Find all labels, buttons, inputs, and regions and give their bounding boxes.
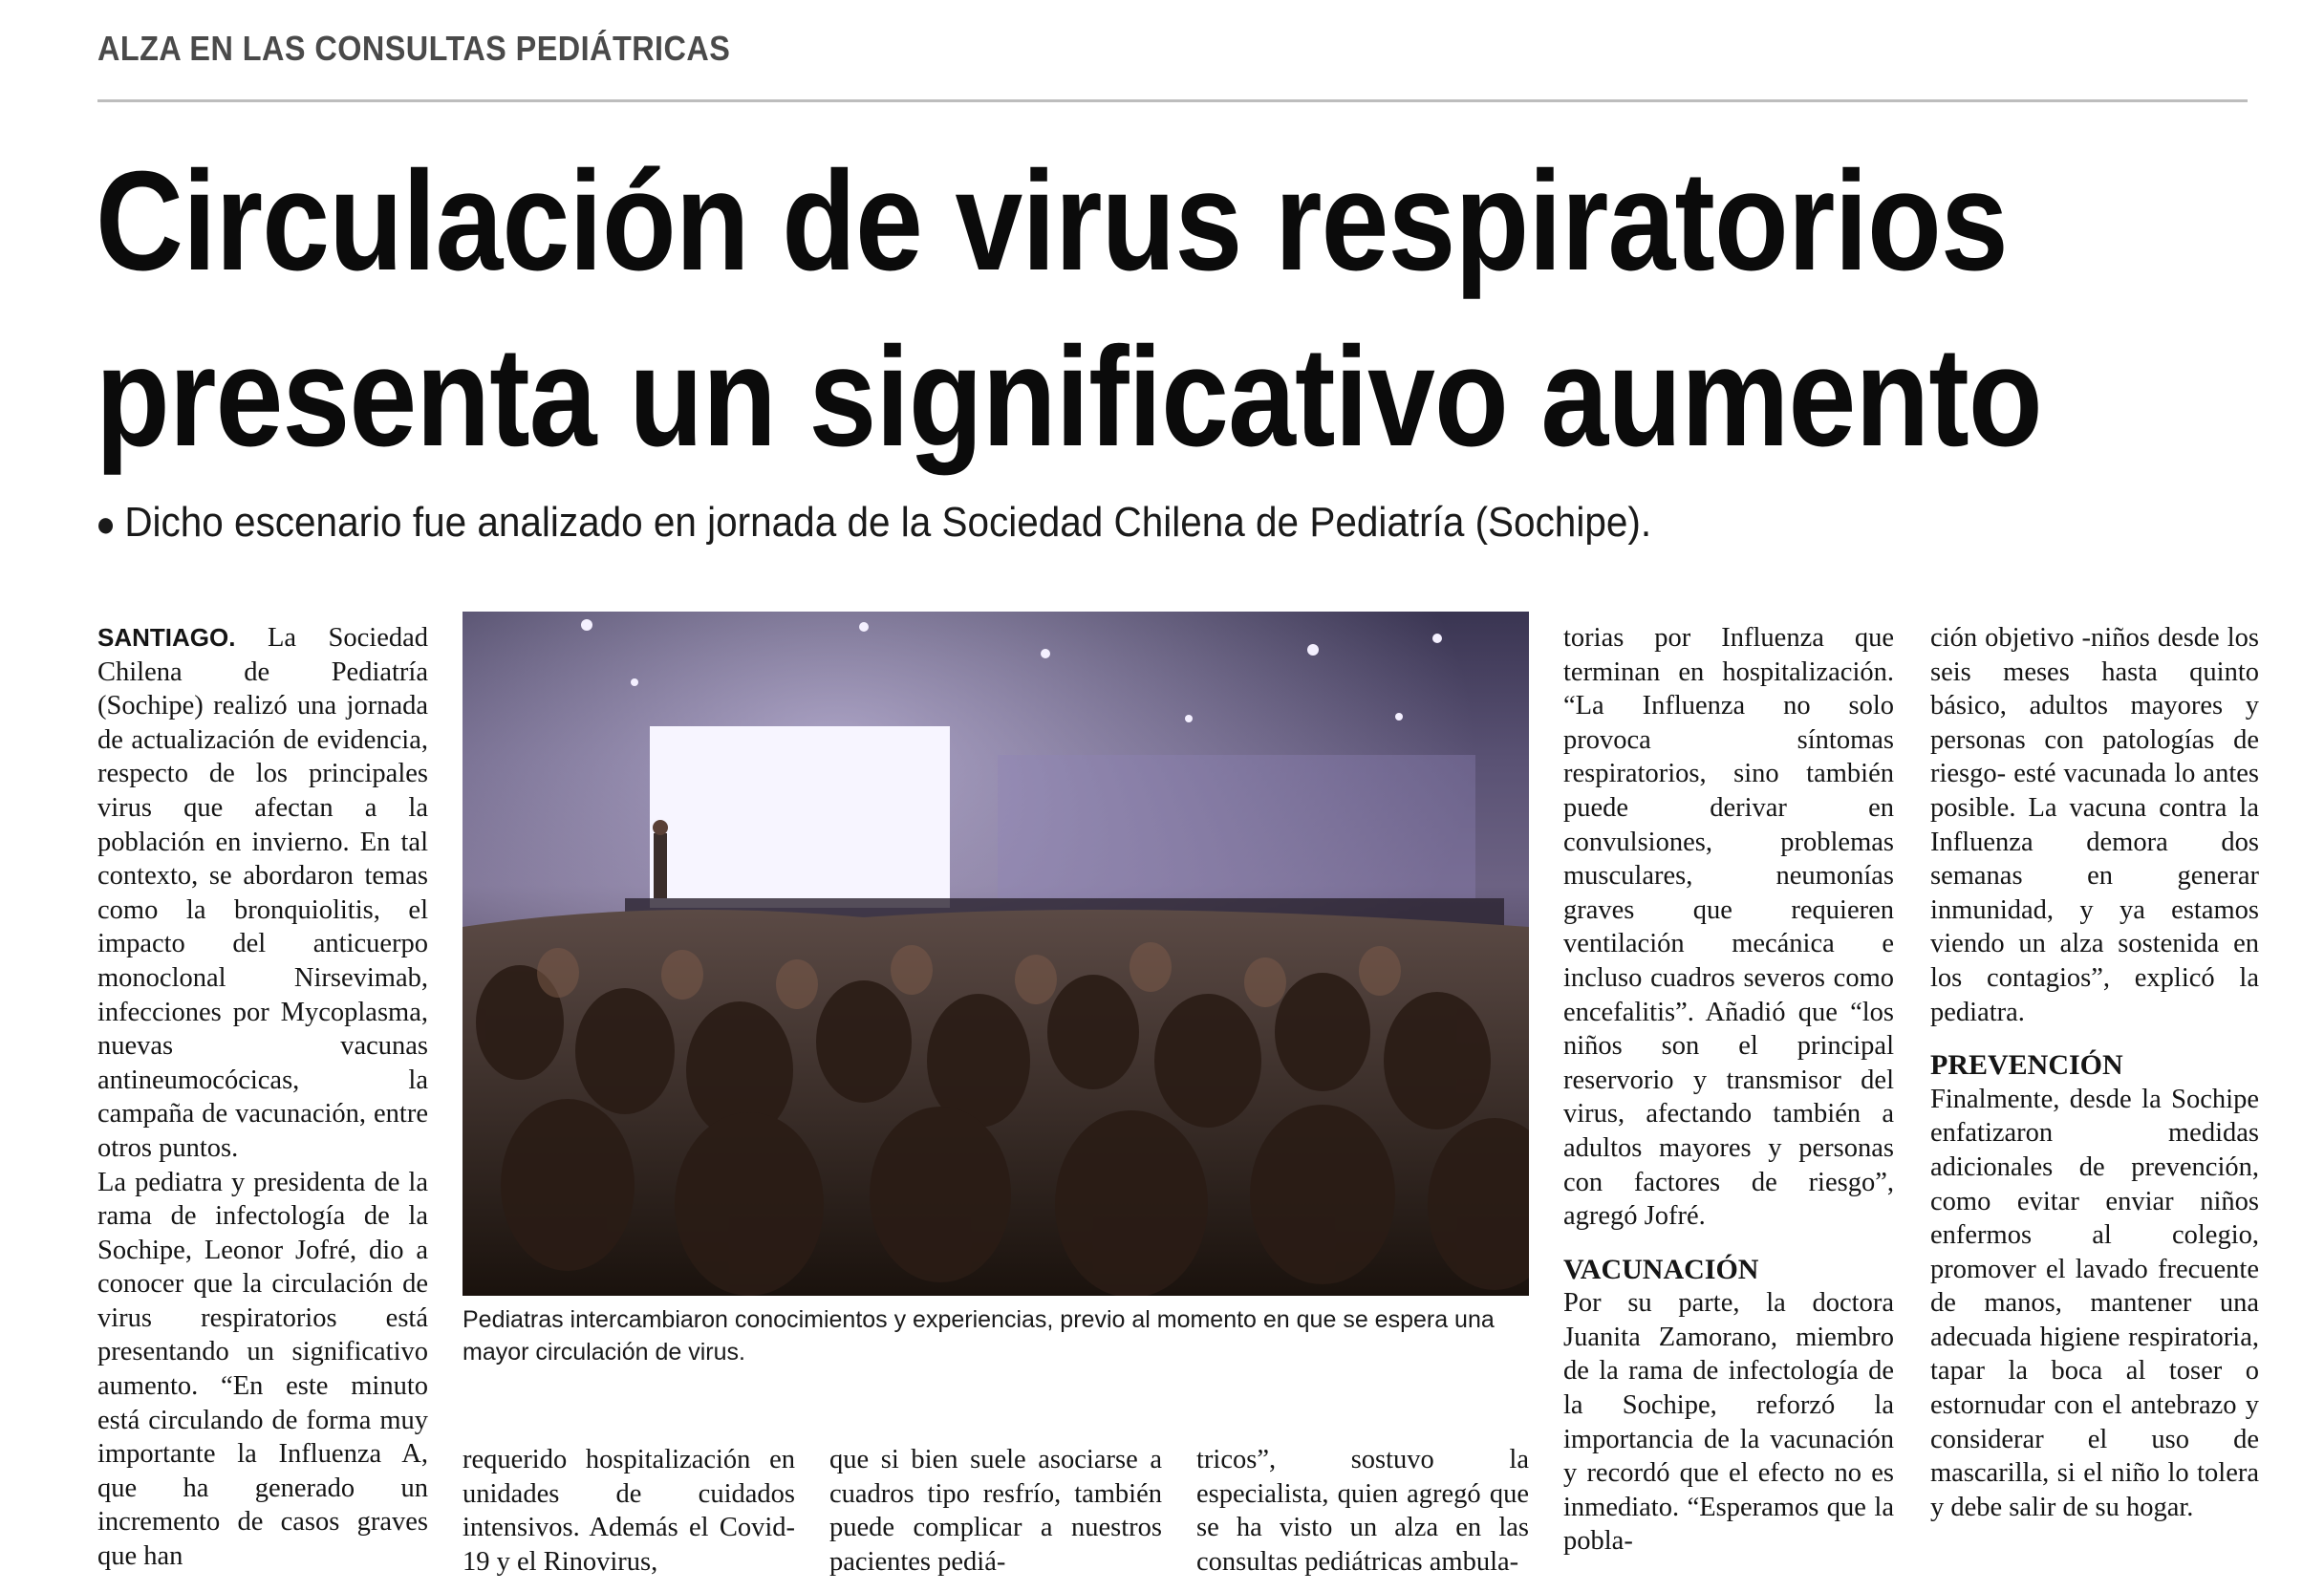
article-column-3 (829, 1443, 1162, 1579)
subheading-vacunacion: VACUNACIÓN (1563, 1253, 1759, 1285)
headline (96, 134, 2042, 485)
article-column-5 (1563, 621, 1894, 1559)
photo-caption: Pediatras intercambiaron conocimientos y experiencias, previo al momento en que se espera una mayor circulación de virus. (463, 1306, 1495, 1366)
header-divider (97, 99, 2248, 102)
paragraph: ción objetivo -niños desde los seis meses hasta quinto básico, adultos mayores y personas con patologías de riesgo- esté vacunada lo antes posible. La vacuna contra la Influenza demora dos semanas en generar inmunidad, y ya estamos viendo un alza sostenida en los contagios”, explicó la pediatra. (1930, 623, 2259, 1027)
projection-screen (650, 726, 950, 908)
deck-text: Dicho escenario fue analizado en jornada de la Sociedad Chilena de Pediatría (Sochipe). (124, 499, 1652, 546)
subheading-prevencion: PREVENCIÓN (1930, 1049, 2123, 1082)
article-column-2 (463, 1443, 795, 1579)
article-column-4 (1196, 1443, 1529, 1579)
paragraph: tricos”, sostuvo la especialista, quien agregó que se ha visto un alza en las consultas pediátricas ambula- (1196, 1445, 1529, 1577)
paragraph: Finalmente, desde la Sochipe enfatizaron medidas adicionales de prevención, como evitar enviar niños enfermos al colegio, promover el lavado frecuente de manos, mantener una adecuada higiene respiratoria, tapar la boca al toser o estornudar con el antebrazo y considerar el uso de mascarilla, si el niño lo tolera y debe salir de su hogar. (1930, 1084, 2259, 1522)
paragraph: torias por Influenza que terminan en hospitalización. “La Influenza no solo provoca síntomas respiratorios, sino también puede derivar en convulsiones, problemas musculares, neumonías graves que requieren ventilación mecánica e incluso cuadros severos como encefalitis”. Añadió que “los niños son el principal reservorio y transmisor del virus, afectando también a adultos mayores y personas con factores de riesgo”, agregó Jofré. (1563, 623, 1894, 1232)
dateline: SANTIAGO. (97, 623, 236, 652)
article-column-6 (1930, 621, 2259, 1524)
article-column-1 (97, 621, 428, 1574)
headline-line-1: Circulación de virus respiratorios (96, 142, 2008, 300)
paragraph: Por su parte, la doctora Juanita Zamorano, miembro de la rama de infectología de la Sochipe, reforzó la importancia de la vacunación y recordó que el efecto no es inmediato. “Esperamos que la pobla- (1563, 1288, 1894, 1557)
paragraph: La pediatra y presidenta de la rama de infectología de la Sochipe, Leonor Jofré, dio a conocer que la circulación de virus respiratorios está presentando un significativo aumento. “En este minuto está circulando de forma muy importante la Influenza A, que ha generado un incremento de casos graves que han (97, 1167, 428, 1572)
paragraph: requerido hospitalización en unidades de cuidados intensivos. Además el Covid-19 y el Rinovirus, (463, 1445, 795, 1577)
audience-illustration (463, 612, 1529, 1296)
paragraph (97, 621, 428, 1166)
deck (96, 499, 1651, 547)
headline-line-2: presenta un significativo aumento (96, 318, 2042, 476)
conference-photo (463, 612, 1529, 1296)
paragraph-text: La Sociedad Chilena de Pediatría (Sochipe) realizó una jornada de actualización de evidencia, respecto de los principales virus que afectan a la población en invierno. En tal contexto, se abordaron temas como la bronquiolitis, el impacto del anticuerpo monoclonal Nirsevimab, infecciones por Mycoplasma, nuevas vacunas antineumocócicas, la campaña de vacunación, entre otros puntos. (97, 623, 429, 1163)
section-kicker: ALZA EN LAS CONSULTAS PEDIÁTRICAS (97, 29, 731, 68)
paragraph: que si bien suele asociarse a cuadros tipo resfrío, también puede complicar a nuestros pacientes pediá- (829, 1445, 1162, 1577)
bullet-icon: ● (96, 505, 117, 545)
